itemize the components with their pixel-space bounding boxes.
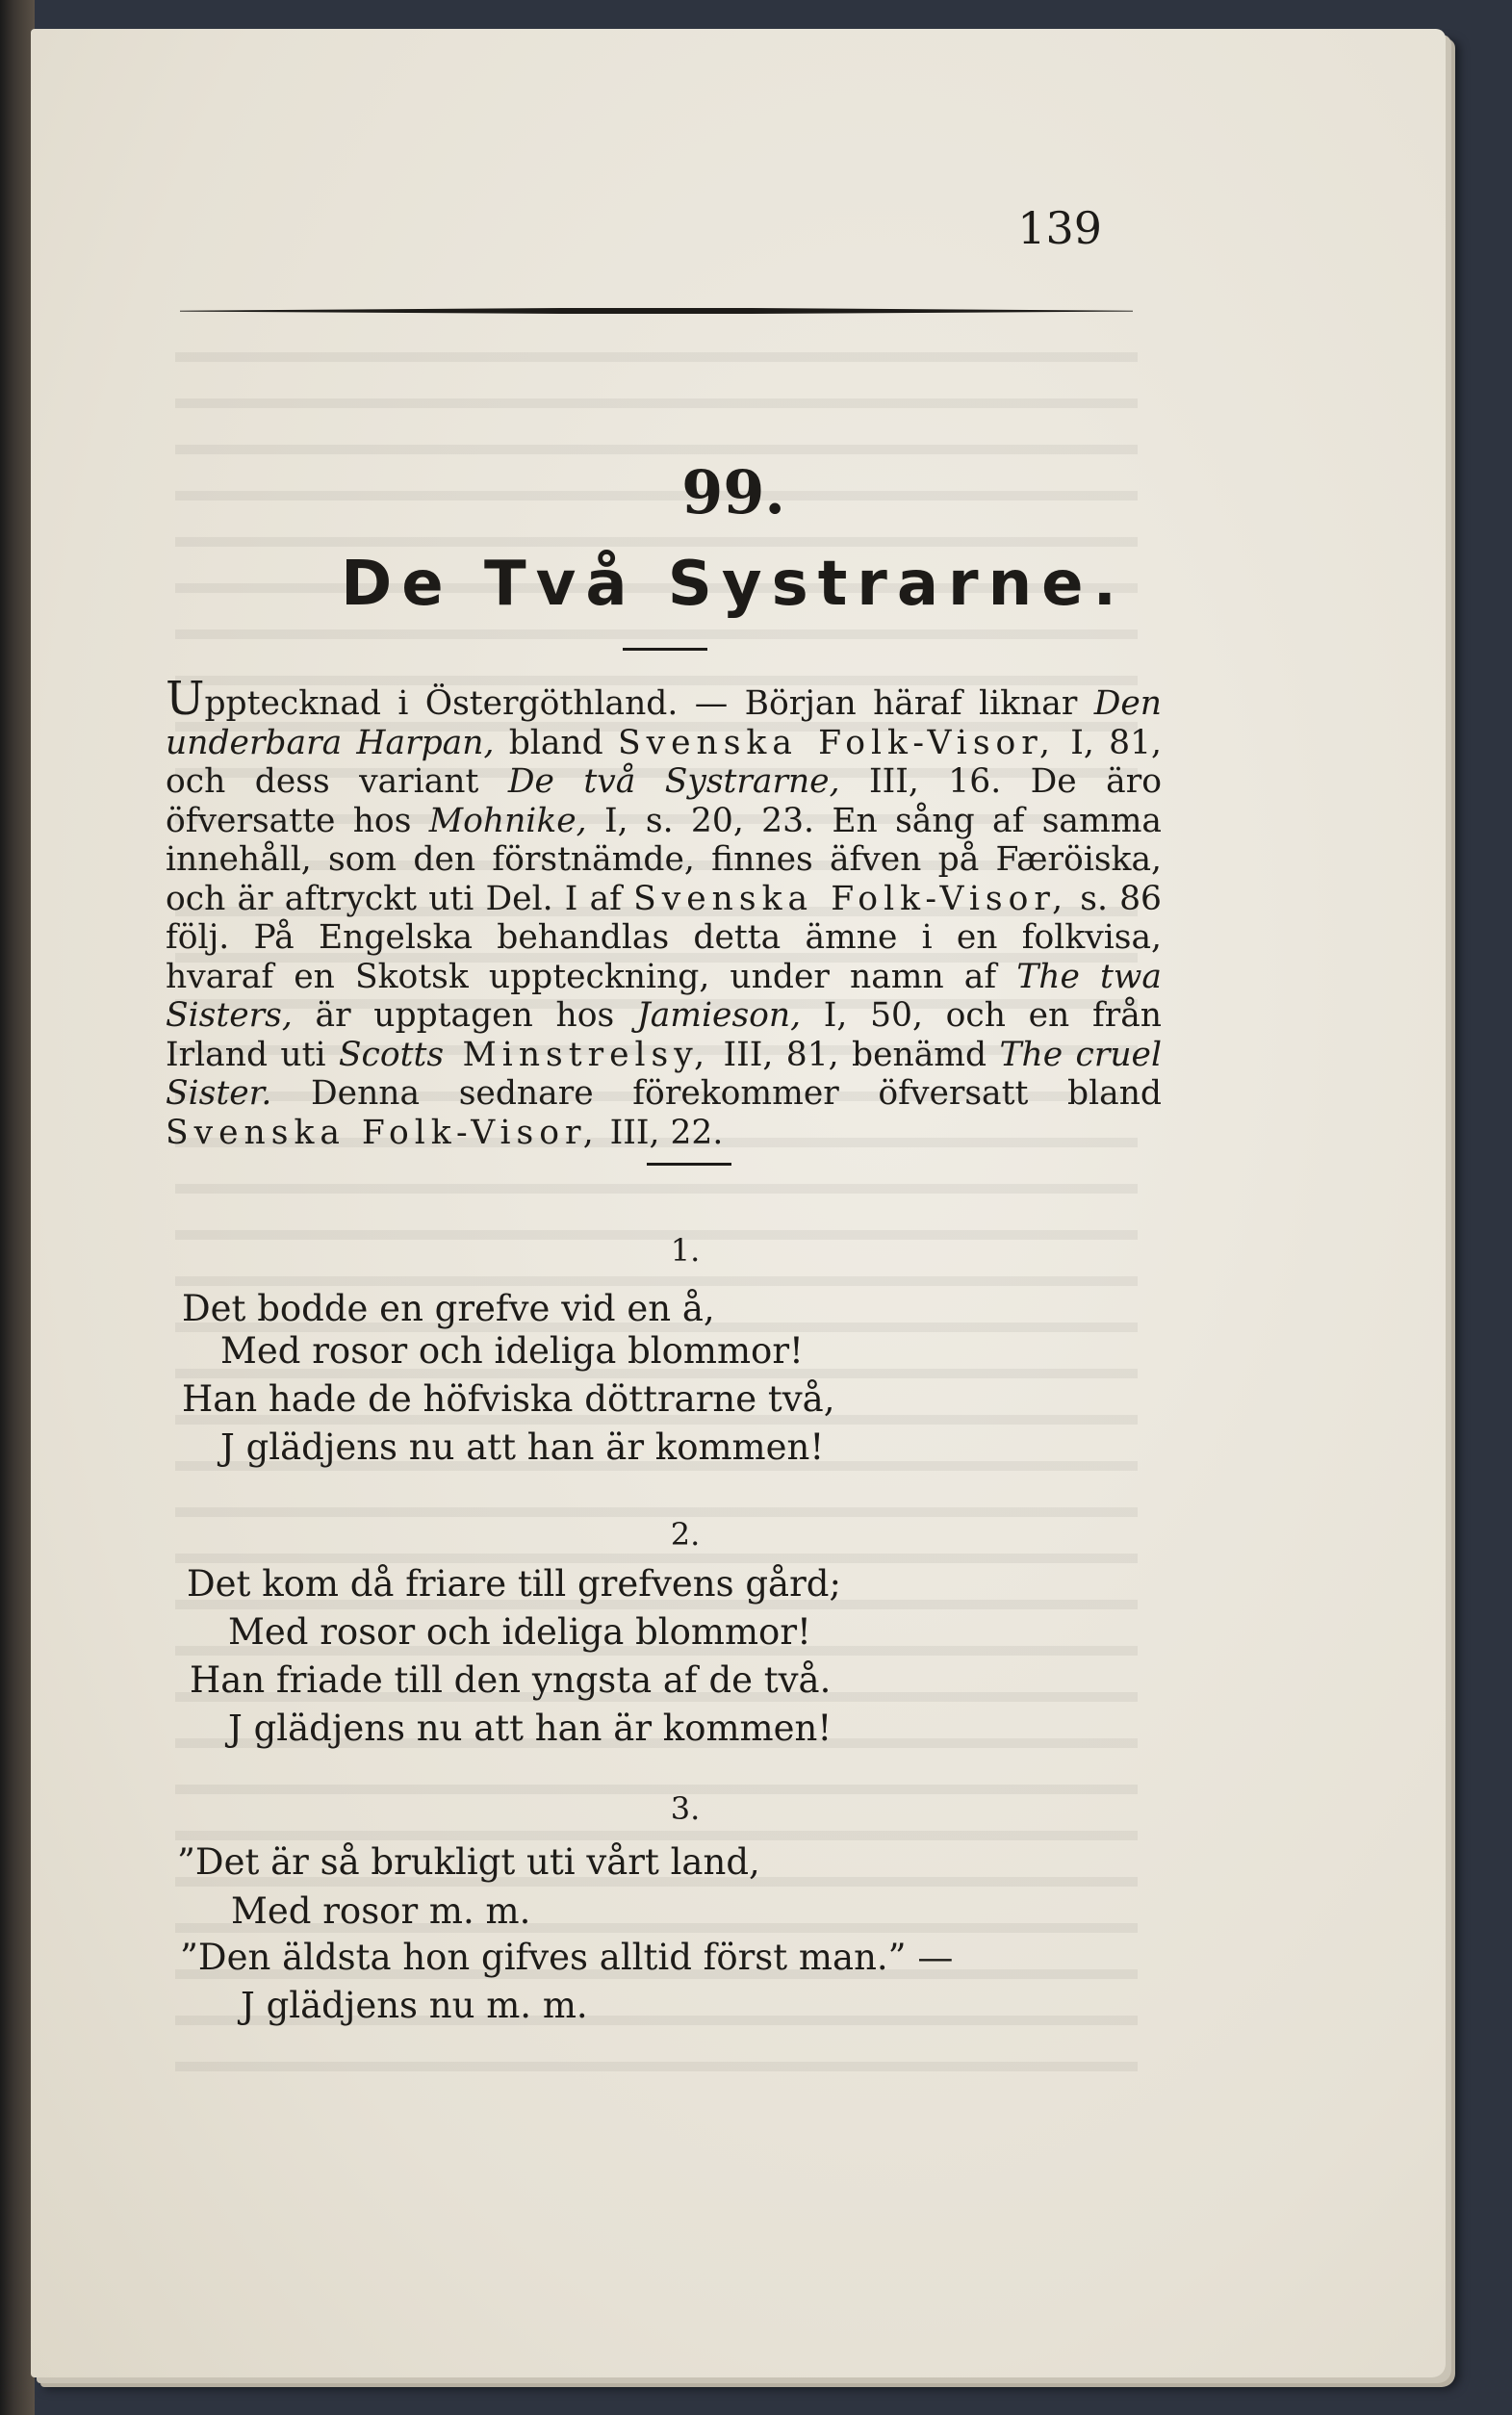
intro-text: s. 86 följ. På Engelska behandlas detta ämne i en folkvisa, hvaraf en Skotsk uppteckning, under namn af — [166, 879, 1162, 996]
spaced-reference: Svenska Folk-Visor, — [633, 879, 1069, 918]
title-reference: The cruel Sister. — [166, 1035, 1162, 1113]
verse-line: ”Den äldsta hon gifves alltid först man.” — — [180, 1937, 954, 1978]
spaced-reference: Svenska Folk-Visor, — [617, 723, 1056, 762]
intro-text: III, 22. — [599, 1113, 724, 1152]
stanza-number: 3. — [670, 1790, 701, 1827]
verse-line: Det kom då friare till grefvens gård; — [187, 1563, 841, 1605]
intro-text: III, 81, benämd — [710, 1035, 1000, 1074]
stanza-number: 2. — [670, 1516, 701, 1553]
spaced-reference: Minstrelsy, — [444, 1035, 711, 1074]
drop-letter: U — [166, 672, 205, 726]
author-reference: Scotts — [338, 1035, 445, 1074]
intro-text: I, s. 20, 23. En sång af samma innehåll, som den förstnämde, finnes äfven på Færöiska, och är aftryckt uti Del. I af — [166, 801, 1162, 918]
verse-line: J glädjens nu att han är kommen! — [220, 1426, 825, 1468]
verse-line: Med rosor m. m. — [231, 1890, 531, 1932]
author-reference: Mohnike, — [428, 801, 587, 840]
intro-paragraph — [166, 672, 1162, 1152]
book-page — [31, 29, 1446, 2377]
book-spine — [0, 0, 35, 2415]
stanza-number: 1. — [670, 1232, 701, 1269]
intro-text: bland — [494, 723, 618, 762]
intro-text: I, 50, och en från Irland uti — [166, 996, 1162, 1074]
header-rule — [180, 308, 1133, 314]
intro-text: I, 81, och dess variant — [166, 723, 1162, 801]
verse-line: Med rosor och ideliga blommor! — [220, 1330, 804, 1372]
intro-text: III, 16. De äro öfversatte hos — [166, 762, 1162, 840]
chapter-number: 99. — [681, 457, 785, 527]
section-rule — [647, 1163, 731, 1166]
verse-line: Han hade de höfviska döttrarne två, — [182, 1378, 835, 1420]
intro-text: Denna sednare förekommer öfversatt bland — [271, 1074, 1162, 1113]
title-reference: Den underbara Harpan, — [166, 684, 1162, 762]
page-number: 139 — [1017, 202, 1102, 254]
verse-line: J glädjens nu m. m. — [241, 1985, 588, 2026]
verse-line: ”Det är så brukligt uti vårt land, — [177, 1841, 760, 1883]
intro-text: pptecknad i Östergöthland. — Början häraf liknar — [204, 684, 1094, 723]
author-reference: Jamieson, — [636, 996, 802, 1035]
title-reference: De två Systrarne, — [507, 762, 840, 801]
verse-line: Med rosor och ideliga blommor! — [228, 1611, 811, 1653]
spaced-reference: Svenska Folk-Visor, — [166, 1113, 600, 1152]
title-rule — [623, 648, 707, 651]
intro-text: är upptagen hos — [292, 996, 637, 1035]
title-reference: The twa Sisters, — [166, 957, 1162, 1035]
verse-line: Det bodde en grefve vid en å, — [182, 1288, 715, 1329]
verse-line: Han friade till den yngsta af de två. — [190, 1659, 832, 1701]
chapter-title: De Två Systrarne. — [341, 549, 1126, 620]
verse-line: J glädjens nu att han är kommen! — [228, 1708, 833, 1749]
